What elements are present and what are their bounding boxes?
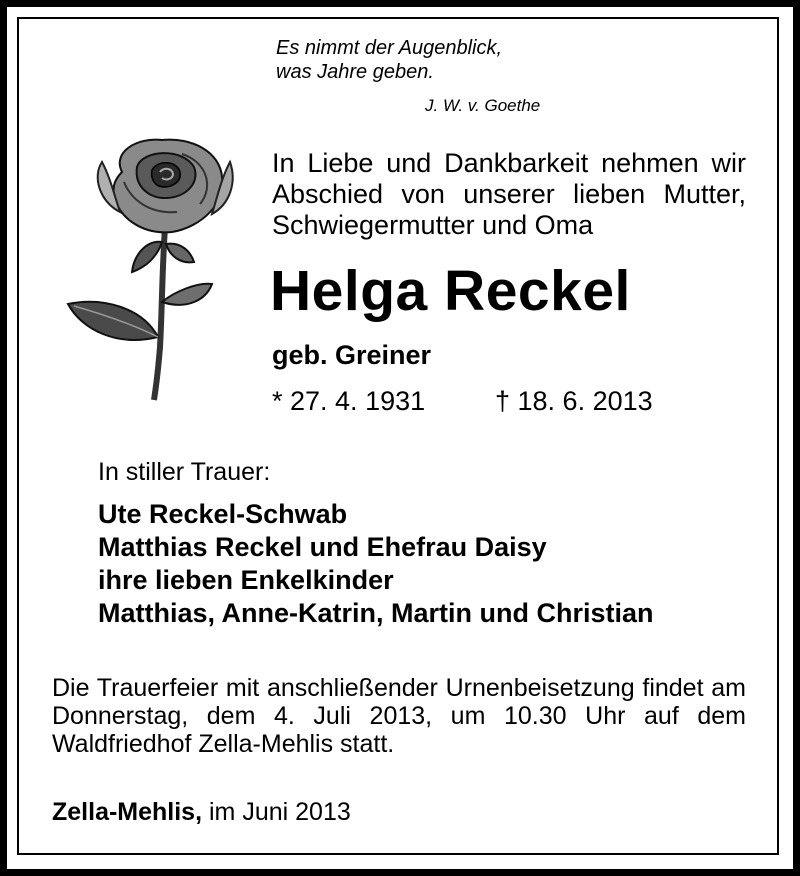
funeral-info: Die Trauerfeier mit anschließender Urnenbeisetzung findet am Donnerstag, dem 4. Juli 2013, um 10.30 Uhr auf dem Waldfriedhof Zella-Mehlis statt. — [52, 674, 746, 758]
closing-date: im Juni 2013 — [209, 798, 351, 826]
mourner-line: Matthias, Anne-Katrin, Martin und Christian — [98, 598, 654, 628]
mourner-line: Ute Reckel-Schwab — [98, 499, 348, 529]
quote-line-1: Es nimmt der Augenblick, — [276, 37, 503, 59]
mourning-label: In stiller Trauer: — [98, 458, 271, 486]
birth-date: * 27. 4. 1931 — [272, 386, 426, 416]
quote-line-2: was Jahre geben. — [276, 61, 434, 83]
closing-place: Zella-Mehlis, — [52, 798, 203, 826]
mourner-line: ihre lieben Enkelkinder — [98, 565, 394, 595]
quote-author: J. W. v. Goethe — [425, 96, 541, 115]
death-date: † 18. 6. 2013 — [495, 386, 653, 416]
deceased-name: Helga Reckel — [270, 259, 631, 323]
closing-line — [52, 798, 351, 827]
mourners-list — [98, 498, 654, 630]
mourner-line: Matthias Reckel und Ehefrau Daisy — [98, 532, 547, 562]
quote — [276, 36, 502, 84]
rose-icon — [62, 132, 242, 407]
intro-text: In Liebe und Dankbarkeit nehmen wir Abschied von unserer lieben Mutter, Schwiegermutter und Oma — [272, 148, 746, 240]
maiden-name: geb. Greiner — [272, 340, 432, 370]
